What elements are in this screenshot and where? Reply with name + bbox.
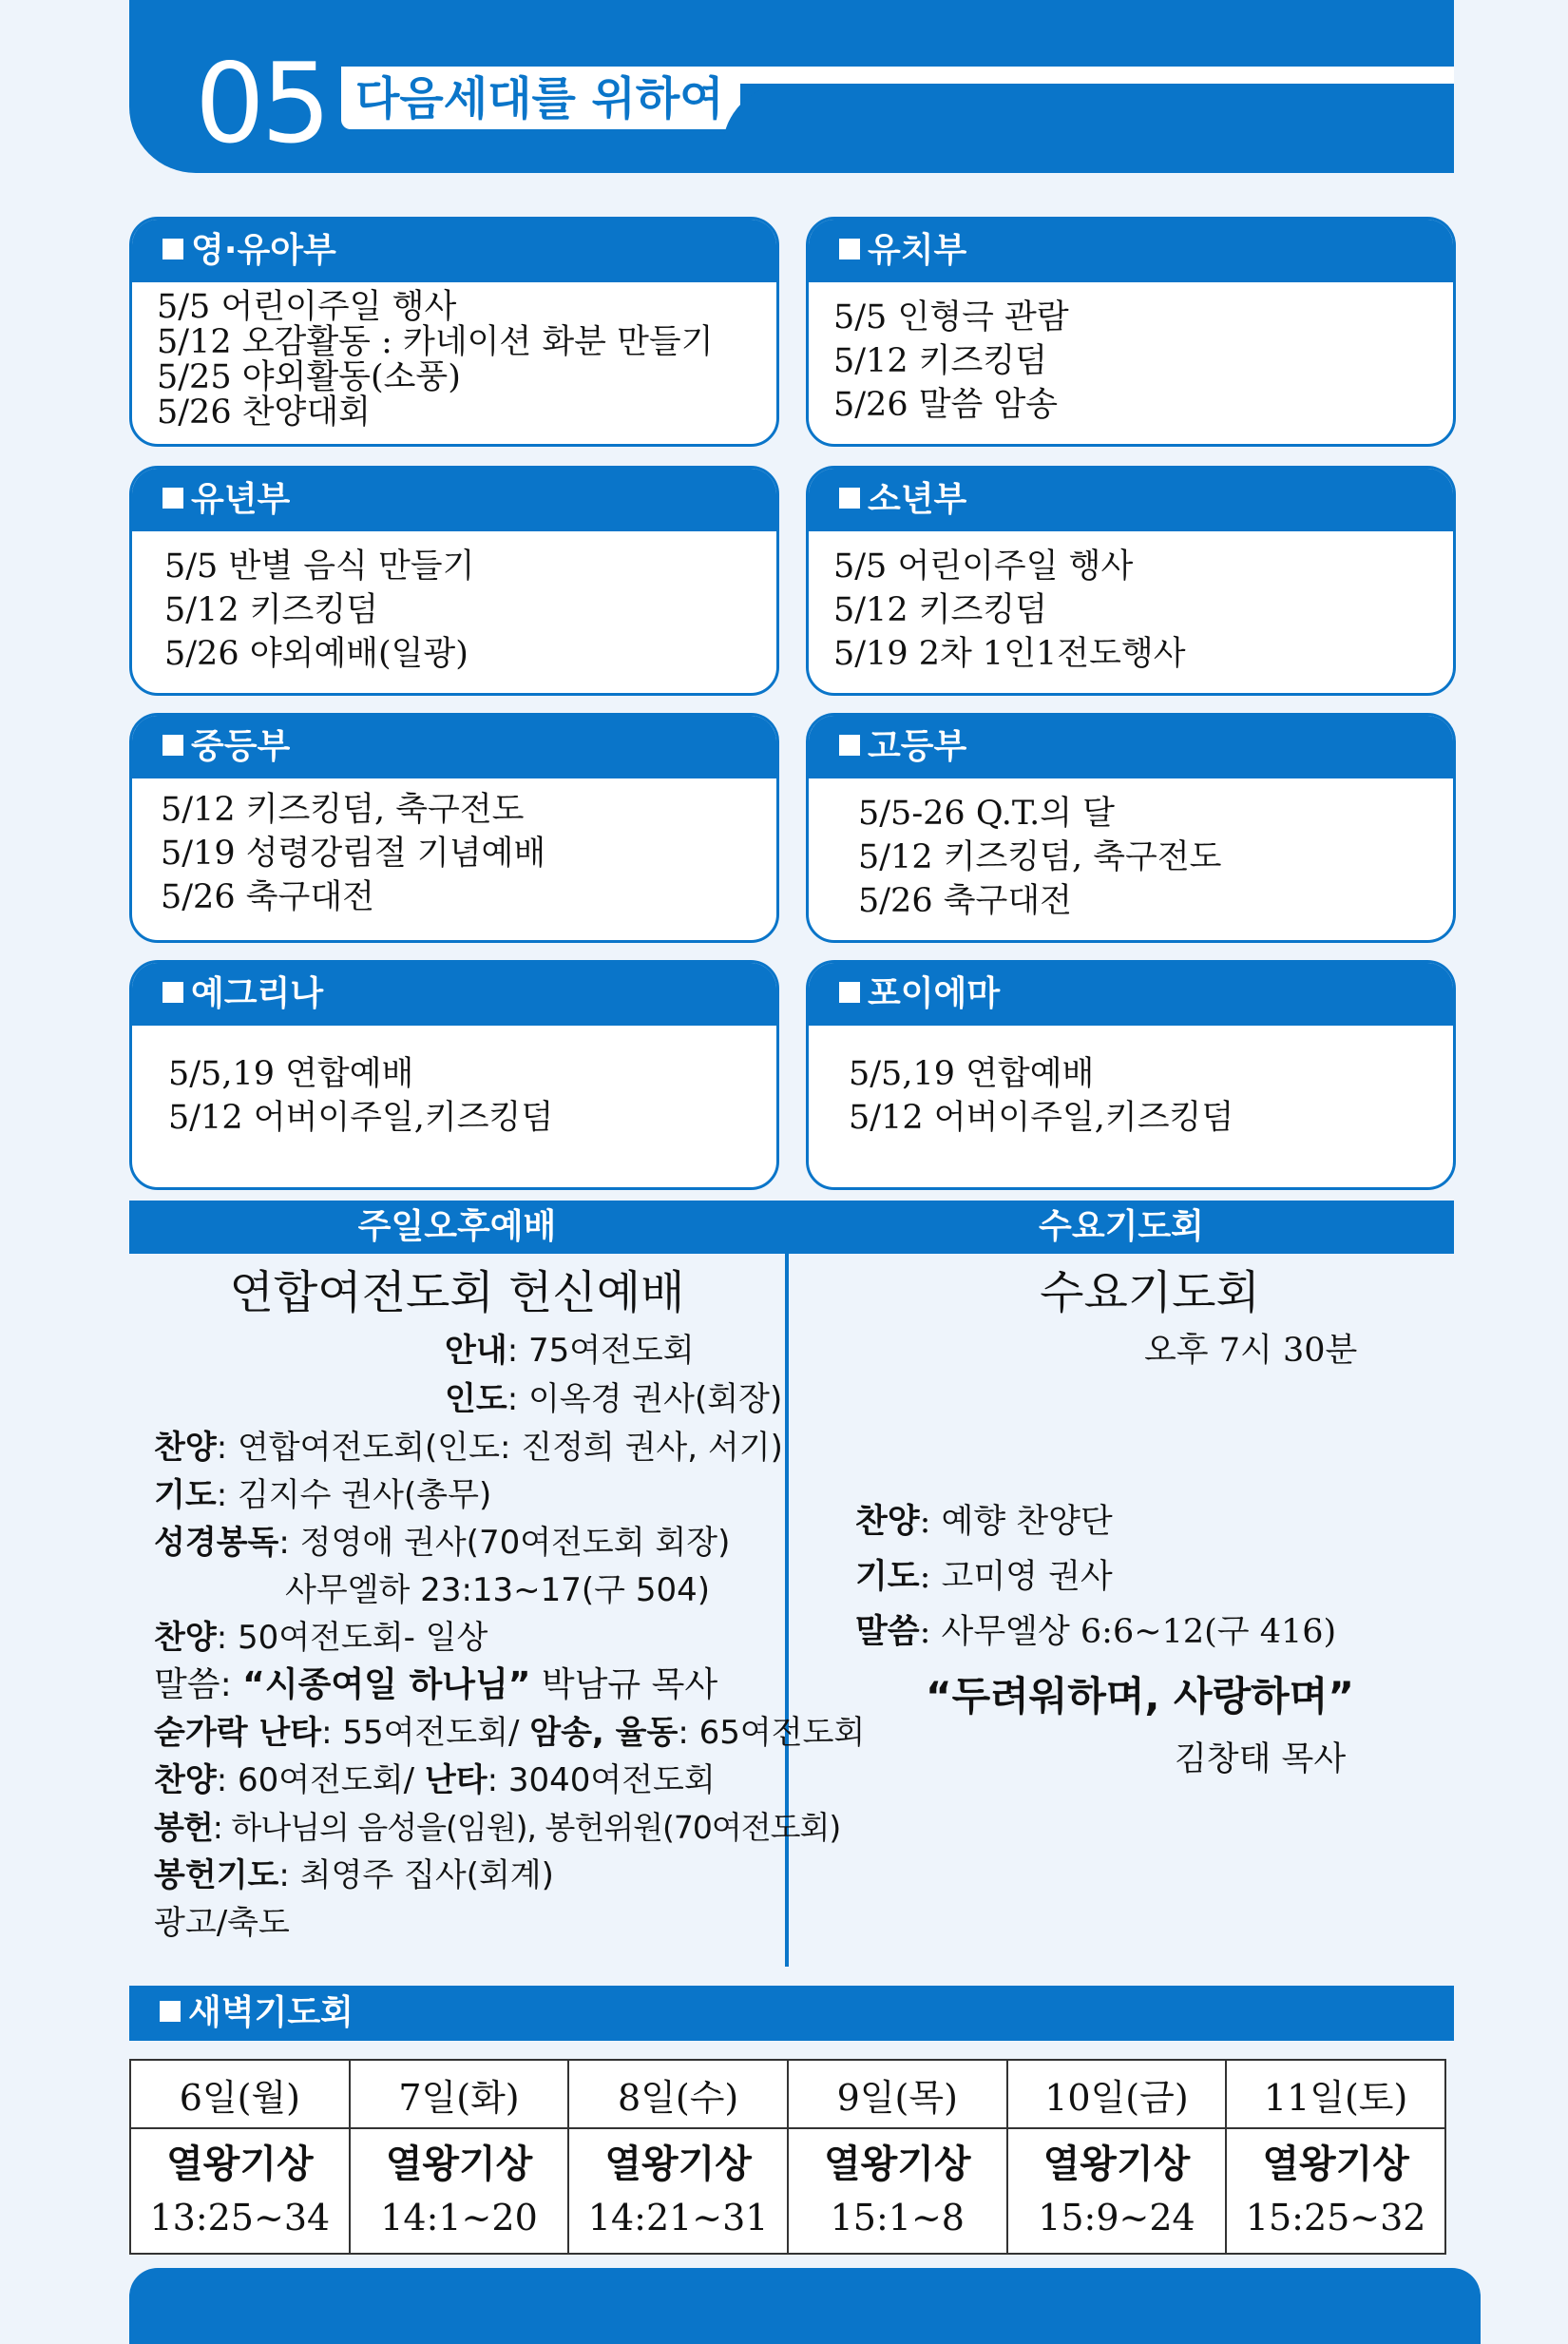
dept-box-elementary-junior xyxy=(129,466,779,696)
verse-range: 15:25~32 xyxy=(1245,2197,1426,2238)
dept-header xyxy=(132,716,776,778)
day-cell: 9일(목) xyxy=(788,2060,1007,2128)
book-name: 열왕기상 xyxy=(1042,2142,1191,2186)
dept-line: 5/12 키즈킹덤, 축구전도 xyxy=(161,791,525,829)
page-title: 다음세대를 위하여 xyxy=(355,72,724,125)
order-item xyxy=(154,1852,865,1899)
order-item xyxy=(154,1566,865,1614)
dept-line: 5/5-26 Q.T.의 달 xyxy=(858,795,1115,833)
order-label: 찬양 xyxy=(154,1429,217,1467)
header-curve xyxy=(722,84,1454,173)
order-value: : 50여전도회- 일상 xyxy=(216,1619,488,1657)
scripture-cell xyxy=(1226,2128,1445,2254)
footer-bar xyxy=(129,2268,1481,2344)
sermon-quote: “시종여일 하나님” xyxy=(242,1665,531,1704)
dept-box-kindergarten xyxy=(806,217,1456,447)
day-cell: 8일(수) xyxy=(568,2060,788,2128)
order-item xyxy=(154,1709,865,1757)
verse-range: 15:1~8 xyxy=(830,2197,965,2238)
scripture-cell xyxy=(350,2128,569,2254)
dept-body xyxy=(132,531,776,676)
dept-box-poiema xyxy=(806,960,1456,1190)
dept-header xyxy=(809,963,1453,1026)
order-item xyxy=(154,1899,865,1947)
dept-line: 5/12 어버이주일,키즈킹덤 xyxy=(849,1099,1234,1137)
dept-line: 5/5,19 연합예배 xyxy=(849,1055,1095,1093)
book-name: 열왕기상 xyxy=(824,2142,971,2186)
table-row xyxy=(130,2060,1445,2128)
order-item xyxy=(154,1804,865,1852)
dept-body xyxy=(809,282,1453,427)
guide-label: 안내 xyxy=(445,1332,507,1370)
order-value: : 최영주 집사(회계) xyxy=(278,1856,554,1894)
wednesday-order-list xyxy=(855,1494,1336,1660)
dept-line: 5/26 야외예배(일광) xyxy=(164,635,468,673)
dept-body xyxy=(132,1026,776,1140)
order-label: 기도 xyxy=(154,1476,217,1514)
dept-name: 중등부 xyxy=(191,727,291,766)
dept-name: 예그리나 xyxy=(191,974,324,1013)
dawn-prayer-table xyxy=(129,2059,1446,2255)
order-item xyxy=(855,1494,1336,1549)
verse-range: 14:21~31 xyxy=(587,2197,769,2238)
verse-range: 14:1~20 xyxy=(380,2197,538,2238)
square-bullet-icon xyxy=(839,982,860,1003)
wednesday-service-title: 수요기도회 xyxy=(1040,1266,1260,1319)
dept-box-elementary-senior xyxy=(806,466,1456,696)
leader-value: : 이옥경 권사(회장) xyxy=(507,1380,783,1418)
order-value: : 55여전도회/ xyxy=(321,1714,530,1752)
dept-name: 고등부 xyxy=(868,727,967,766)
day-cell: 7일(화) xyxy=(350,2060,569,2128)
square-bullet-icon xyxy=(163,735,183,756)
scripture-cell xyxy=(788,2128,1007,2254)
dept-box-infant xyxy=(129,217,779,447)
dept-header xyxy=(132,469,776,531)
sunday-service-title: 연합여전도회 헌신예배 xyxy=(229,1266,685,1319)
wednesday-time: 오후 7시 30분 xyxy=(1144,1332,1358,1370)
order-item xyxy=(855,1549,1336,1604)
table-row xyxy=(130,2128,1445,2254)
order-value: : 하나님의 음성을(임원), 봉헌위원(70여전도회) xyxy=(212,1809,841,1846)
dept-header xyxy=(809,469,1453,531)
dept-name: 유치부 xyxy=(868,231,967,270)
dept-line: 5/5 어린이주일 행사 xyxy=(157,288,457,326)
dept-line: 5/26 말씀 암송 xyxy=(833,386,1059,424)
dept-line: 5/19 성령강림절 기념예배 xyxy=(161,835,546,873)
dept-line: 5/12 키즈킹덤 xyxy=(833,342,1047,380)
day-cell: 6일(월) xyxy=(130,2060,350,2128)
book-name: 열왕기상 xyxy=(1262,2142,1409,2186)
square-bullet-icon xyxy=(163,239,183,259)
verse-range: 13:25~34 xyxy=(149,2197,331,2238)
dept-header xyxy=(809,716,1453,778)
scripture-cell xyxy=(1007,2128,1227,2254)
order-value: : 65여전도회 xyxy=(678,1714,866,1752)
dept-line: 5/12 키즈킹덤 xyxy=(164,591,378,629)
order-item xyxy=(154,1471,865,1519)
square-bullet-icon xyxy=(163,488,183,509)
order-value: : 예향 찬양단 xyxy=(919,1503,1113,1541)
order-label: 암송, 율동 xyxy=(529,1714,679,1752)
order-label: 봉헌기도 xyxy=(154,1856,279,1894)
wednesday-preacher: 김창태 목사 xyxy=(1175,1740,1347,1778)
day-cell: 10일(금) xyxy=(1007,2060,1227,2128)
dept-box-high-school xyxy=(806,713,1456,943)
order-value: : 김지수 권사(총무) xyxy=(216,1476,492,1514)
wednesday-heading: 수요기도회 xyxy=(789,1201,1454,1254)
order-value: : 60여전도회/ xyxy=(216,1761,425,1799)
square-bullet-icon xyxy=(839,735,860,756)
order-value: : 3040여전도회 xyxy=(487,1761,716,1799)
order-value: : 사무엘상 6:6~12(구 416) xyxy=(919,1613,1337,1651)
order-label: 기도 xyxy=(855,1558,920,1596)
dept-line: 5/5 어린이주일 행사 xyxy=(833,548,1134,586)
dawn-prayer-title: 새벽기도회 xyxy=(188,1993,354,2032)
scripture-cell xyxy=(568,2128,788,2254)
dept-header xyxy=(132,220,776,282)
order-item xyxy=(154,1757,865,1804)
scripture-cell xyxy=(130,2128,350,2254)
dept-line: 5/25 야외활동(소풍) xyxy=(157,358,461,396)
order-label: 말씀 xyxy=(154,1665,220,1704)
order-value: : 정영애 권사(70여전도회 회장) xyxy=(278,1524,731,1562)
dept-line: 5/12 키즈킹덤, 축구전도 xyxy=(858,838,1222,876)
dept-line: 5/26 축구대전 xyxy=(858,882,1072,920)
square-bullet-icon xyxy=(163,982,183,1003)
leader-line xyxy=(445,1375,782,1423)
dept-line: 5/26 축구대전 xyxy=(161,878,374,916)
dept-line: 5/12 어버이주일,키즈킹덤 xyxy=(168,1099,554,1137)
dept-line: 5/5 인형극 관람 xyxy=(833,298,1069,336)
dept-name: 영·유아부 xyxy=(191,231,336,270)
dept-body xyxy=(809,531,1453,676)
order-label: 봉헌 xyxy=(154,1809,213,1846)
sunday-order-list xyxy=(154,1424,865,1947)
dawn-prayer-heading xyxy=(129,1986,1454,2041)
dept-line: 5/26 찬양대회 xyxy=(157,394,371,432)
dept-body xyxy=(132,282,776,431)
dept-header xyxy=(132,963,776,1026)
dept-line: 5/5,19 연합예배 xyxy=(168,1055,414,1093)
book-name: 열왕기상 xyxy=(604,2142,752,2186)
order-value: : 고미영 권사 xyxy=(919,1558,1113,1596)
dept-box-yegrina xyxy=(129,960,779,1190)
section-number: 05 xyxy=(195,40,328,168)
square-bullet-icon xyxy=(839,239,860,259)
order-item xyxy=(855,1604,1336,1660)
day-cell: 11일(토) xyxy=(1226,2060,1445,2128)
dept-name: 소년부 xyxy=(868,480,967,519)
order-item xyxy=(154,1614,865,1662)
dept-line: 5/12 오감활동 : 카네이션 화분 만들기 xyxy=(157,323,714,361)
order-label: 찬양 xyxy=(855,1503,920,1541)
wednesday-sermon-title: “두려워하며, 사랑하며” xyxy=(926,1673,1354,1720)
dept-line: 5/12 키즈킹덤 xyxy=(833,591,1047,629)
order-label: 성경봉독 xyxy=(154,1524,279,1562)
leader-label: 인도 xyxy=(445,1380,507,1418)
verse-range: 15:9~24 xyxy=(1038,2197,1195,2238)
square-bullet-icon xyxy=(839,488,860,509)
order-value: : 연합여전도회(인도: 진정희 권사, 서기) xyxy=(216,1429,783,1467)
order-item xyxy=(154,1424,865,1471)
dept-name: 유년부 xyxy=(191,480,291,519)
dept-header xyxy=(809,220,1453,282)
order-item xyxy=(154,1519,865,1566)
speaker: 박남규 목사 xyxy=(530,1665,718,1704)
square-bullet-icon xyxy=(160,2001,181,2022)
dept-body xyxy=(809,778,1453,923)
dept-box-middle-school xyxy=(129,713,779,943)
dept-line: 5/5 반별 음식 만들기 xyxy=(164,548,475,586)
guide-value: : 75여전도회 xyxy=(507,1332,695,1370)
order-label: 찬양 xyxy=(154,1761,217,1799)
order-label: 난타 xyxy=(424,1761,488,1799)
order-label: 광고/축도 xyxy=(154,1904,290,1942)
guide-line xyxy=(445,1327,695,1374)
order-label: 찬양 xyxy=(154,1619,217,1657)
book-name: 열왕기상 xyxy=(166,2142,314,2186)
dept-line: 5/19 2차 1인1전도행사 xyxy=(833,635,1186,673)
dept-body xyxy=(132,778,776,919)
order-value: 사무엘하 23:13~17(구 504) xyxy=(285,1571,710,1609)
order-label: 숟가락 난타 xyxy=(154,1714,322,1752)
order-label: 말씀 xyxy=(855,1613,920,1651)
dept-name: 포이에마 xyxy=(868,974,1001,1013)
order-item xyxy=(154,1662,865,1709)
dept-body xyxy=(809,1026,1453,1140)
order-value: : xyxy=(220,1665,243,1704)
sunday-afternoon-heading: 주일오후예배 xyxy=(129,1201,785,1254)
book-name: 열왕기상 xyxy=(385,2142,533,2186)
